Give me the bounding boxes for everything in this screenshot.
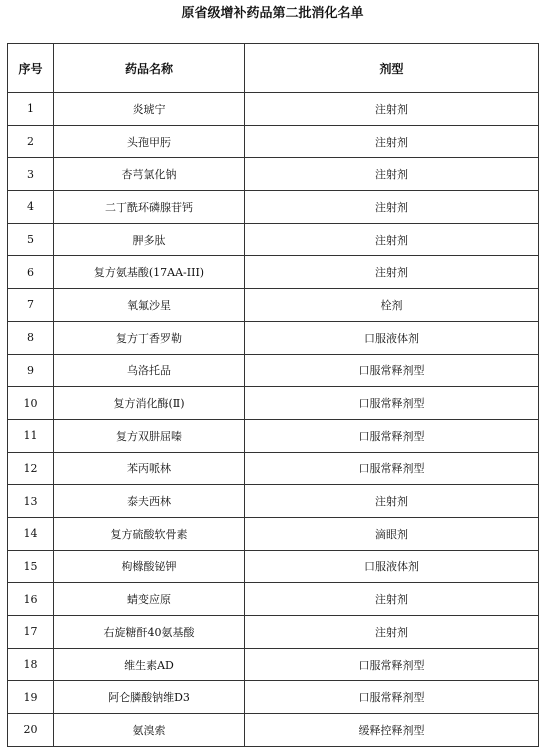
drug-name-cell: 复方双肼屈嗪 — [54, 419, 245, 452]
row-number-cell: 16 — [8, 583, 54, 616]
table-row — [8, 289, 539, 322]
dosage-form-cell: 注射剂 — [245, 256, 539, 289]
dosage-form-cell: 注射剂 — [245, 158, 539, 191]
row-number-cell: 7 — [8, 289, 54, 322]
dosage-form-cell: 注射剂 — [245, 223, 539, 256]
dosage-form-cell: 滴眼剂 — [245, 517, 539, 550]
drug-name-cell: 二丁酰环磷腺苷钙 — [54, 191, 245, 224]
drug-name-cell: 蜻变应原 — [54, 583, 245, 616]
drug-name-cell: 乌洛托品 — [54, 354, 245, 387]
dosage-form-cell: 注射剂 — [245, 616, 539, 649]
table-row — [8, 321, 539, 354]
table-row — [8, 93, 539, 126]
dosage-form-cell: 口服常释剂型 — [245, 681, 539, 714]
table-row — [8, 191, 539, 224]
row-number-cell: 10 — [8, 387, 54, 420]
table-row — [8, 452, 539, 485]
dosage-form-cell: 口服常释剂型 — [245, 354, 539, 387]
drug-name-cell: 胛多肽 — [54, 223, 245, 256]
row-number-cell: 17 — [8, 616, 54, 649]
row-number-cell: 20 — [8, 714, 54, 747]
drug-list-table — [7, 43, 539, 747]
table-row — [8, 387, 539, 420]
column-header-dosage-form: 剂型 — [245, 44, 539, 93]
dosage-form-cell: 注射剂 — [245, 583, 539, 616]
row-number-cell: 4 — [8, 191, 54, 224]
table-row — [8, 158, 539, 191]
drug-name-cell: 杏芎氯化钠 — [54, 158, 245, 191]
dosage-form-cell: 注射剂 — [245, 93, 539, 126]
table-row — [8, 550, 539, 583]
drug-name-cell: 复方硫酸软骨素 — [54, 517, 245, 550]
column-header-drug-name: 药品名称 — [54, 44, 245, 93]
row-number-cell: 19 — [8, 681, 54, 714]
drug-name-cell: 氨溴索 — [54, 714, 245, 747]
row-number-cell: 5 — [8, 223, 54, 256]
table-row — [8, 485, 539, 518]
table-row — [8, 616, 539, 649]
row-number-cell: 6 — [8, 256, 54, 289]
dosage-form-cell: 口服常释剂型 — [245, 419, 539, 452]
table-row — [8, 517, 539, 550]
table-row — [8, 714, 539, 747]
table-row — [8, 583, 539, 616]
drug-name-cell: 泰夫西林 — [54, 485, 245, 518]
dosage-form-cell: 注射剂 — [245, 191, 539, 224]
row-number-cell: 3 — [8, 158, 54, 191]
drug-name-cell: 头孢甲肟 — [54, 125, 245, 158]
table-row — [8, 648, 539, 681]
row-number-cell: 2 — [8, 125, 54, 158]
drug-name-cell: 右旋糖酐40氨基酸 — [54, 616, 245, 649]
drug-name-cell: 复方丁香罗勒 — [54, 321, 245, 354]
table-row — [8, 419, 539, 452]
row-number-cell: 11 — [8, 419, 54, 452]
dosage-form-cell: 栓剂 — [245, 289, 539, 322]
dosage-form-cell: 口服常释剂型 — [245, 452, 539, 485]
row-number-cell: 8 — [8, 321, 54, 354]
drug-name-cell: 苯丙哌林 — [54, 452, 245, 485]
table-row — [8, 354, 539, 387]
drug-name-cell: 阿仑膦酸钠维D3 — [54, 681, 245, 714]
drug-name-cell: 氧氟沙星 — [54, 289, 245, 322]
dosage-form-cell: 口服常释剂型 — [245, 387, 539, 420]
column-header-number: 序号 — [8, 44, 54, 93]
table-body — [8, 93, 539, 747]
page-title: 原省级增补药品第二批消化名单 — [181, 6, 364, 21]
table-header-row — [8, 44, 539, 93]
dosage-form-cell: 口服常释剂型 — [245, 648, 539, 681]
drug-name-cell: 枸橼酸铋钾 — [54, 550, 245, 583]
table-row — [8, 223, 539, 256]
row-number-cell: 14 — [8, 517, 54, 550]
row-number-cell: 18 — [8, 648, 54, 681]
row-number-cell: 9 — [8, 354, 54, 387]
drug-name-cell: 复方氨基酸(17AA-III) — [54, 256, 245, 289]
row-number-cell: 13 — [8, 485, 54, 518]
drug-name-cell: 复方消化酶(Ⅱ) — [54, 387, 245, 420]
dosage-form-cell: 注射剂 — [245, 485, 539, 518]
table-row — [8, 125, 539, 158]
drug-name-cell: 维生素AD — [54, 648, 245, 681]
table-row — [8, 256, 539, 289]
dosage-form-cell: 缓释控释剂型 — [245, 714, 539, 747]
row-number-cell: 15 — [8, 550, 54, 583]
row-number-cell: 12 — [8, 452, 54, 485]
dosage-form-cell: 口服液体剂 — [245, 550, 539, 583]
table-row — [8, 681, 539, 714]
dosage-form-cell: 口服液体剂 — [245, 321, 539, 354]
drug-name-cell: 炎琥宁 — [54, 93, 245, 126]
dosage-form-cell: 注射剂 — [245, 125, 539, 158]
row-number-cell: 1 — [8, 93, 54, 126]
